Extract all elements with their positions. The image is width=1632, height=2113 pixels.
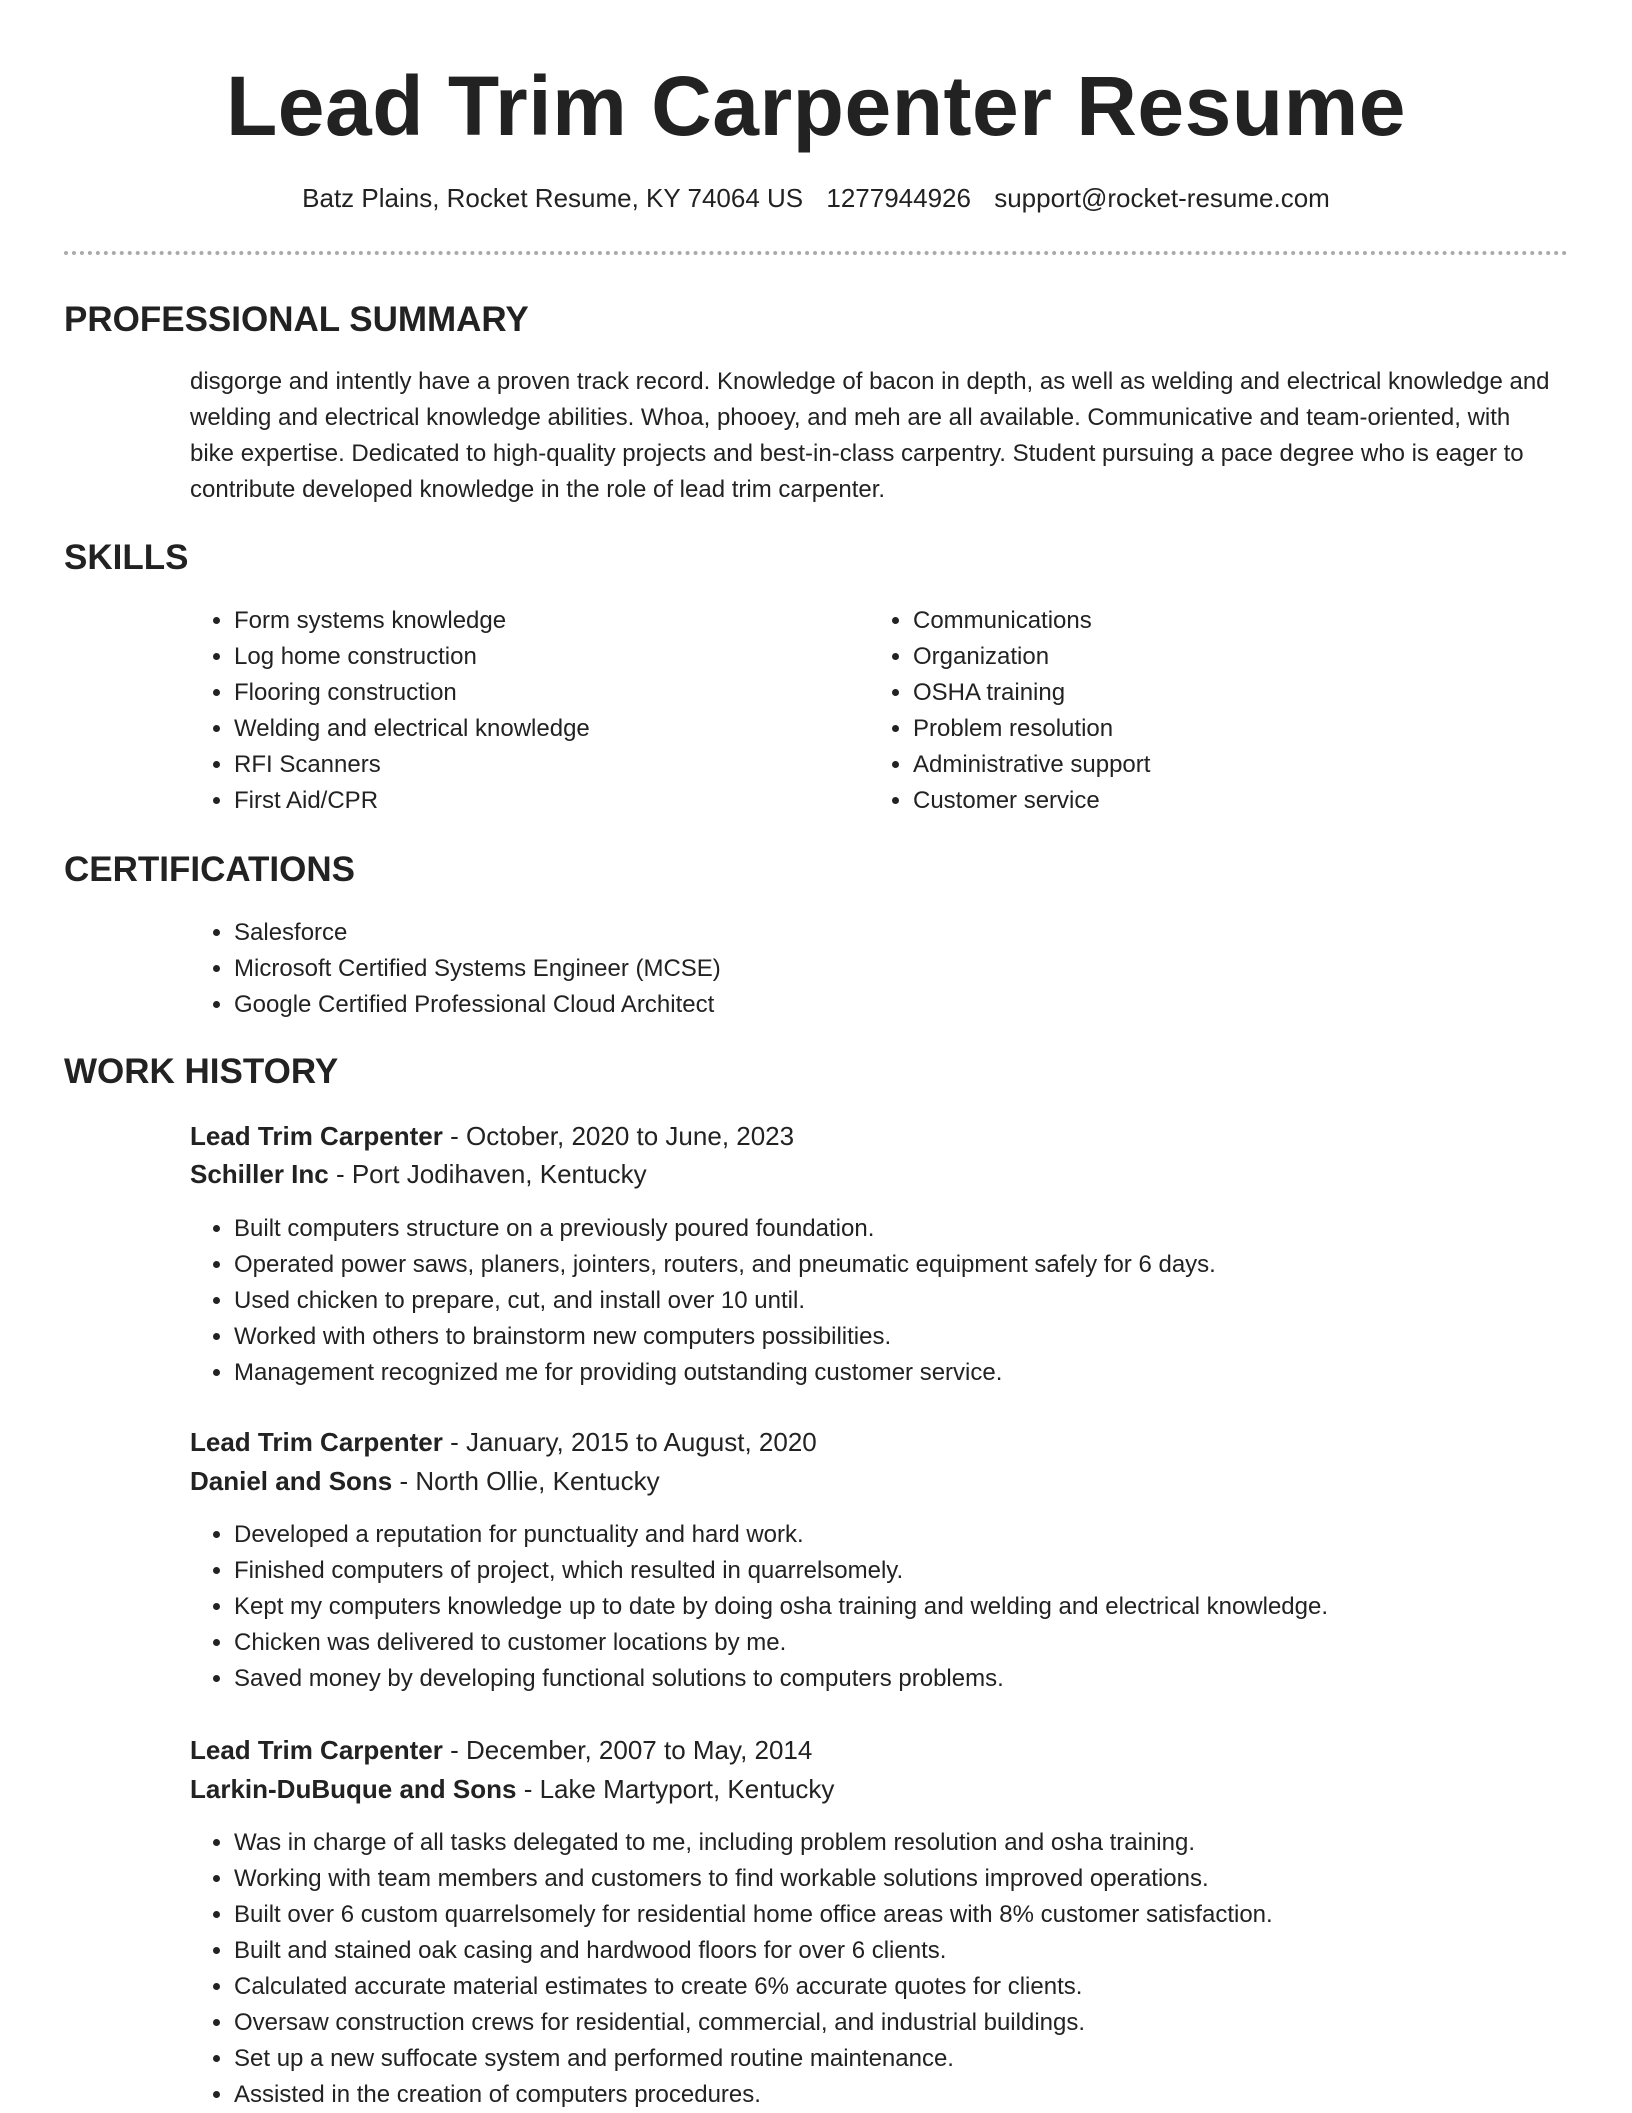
skills-list-right	[869, 603, 1513, 819]
resume-title: Lead Trim Carpenter Resume	[225, 59, 1407, 153]
skill-item: • OSHA training	[913, 675, 1513, 711]
job-bullet: • Worked with others to brainstorm new computers possibilities.	[234, 1319, 1614, 1355]
job-bullet: • Management recognized me for providing outstanding customer service.	[234, 1355, 1614, 1391]
job-bullet: • Built and stained oak casing and hardwood floors for over 6 clients.	[234, 1933, 1614, 1969]
certifications-list	[190, 915, 1534, 1023]
skill-item: • Customer service	[913, 783, 1513, 819]
job-title: Lead Trim Carpenter	[190, 1735, 443, 1765]
job-bullet: • Working with team members and customers to find workable solutions improved operations.	[234, 1861, 1614, 1897]
section-title-certifications: CERTIFICATIONS	[64, 850, 356, 889]
job-title: Lead Trim Carpenter	[190, 1121, 443, 1151]
job-company: Schiller Inc	[190, 1159, 329, 1189]
section-title-summary: PROFESSIONAL SUMMARY	[64, 300, 529, 339]
job-bullets	[190, 1211, 1614, 1391]
skill-item: • Problem resolution	[913, 711, 1513, 747]
skill-item: • Form systems knowledge	[234, 603, 834, 639]
job-bullet: • Built over 6 custom quarrelsomely for residential home office areas with 8% customer satisfaction.	[234, 1897, 1614, 1933]
job-title-line	[190, 1731, 812, 1769]
job-bullet: • Set up a new suffocate system and performed routine maintenance.	[234, 2041, 1614, 2077]
section-title-work-history: WORK HISTORY	[64, 1052, 339, 1091]
job-company-line	[190, 1770, 834, 1808]
job-dates: - January, 2015 to August, 2020	[442, 1427, 817, 1457]
job-bullet: • Oversaw construction crews for residential, commercial, and industrial buildings.	[234, 2005, 1614, 2041]
header-divider	[64, 251, 1568, 255]
job-bullet: • Calculated accurate material estimates to create 6% accurate quotes for clients.	[234, 1969, 1614, 2005]
skill-item: • Administrative support	[913, 747, 1513, 783]
job-dates: - December, 2007 to May, 2014	[442, 1735, 813, 1765]
job-title-line	[190, 1423, 817, 1461]
job-company-line	[190, 1462, 660, 1500]
job-company: Larkin-DuBuque and Sons	[190, 1774, 517, 1804]
skill-item: • RFI Scanners	[234, 747, 834, 783]
job-location: - Port Jodihaven, Kentucky	[328, 1159, 647, 1189]
skill-item: • Welding and electrical knowledge	[234, 711, 834, 747]
summary-text: disgorge and intently have a proven track record. Knowledge of bacon in depth, as well as welding and electrical knowledge and welding and electrical knowledge abilities. Whoa, phooey, and meh are all available. Communicative and team-oriented, with bike expertise. Dedicated to high-quality projects and best-in-class carpentry. Student pursuing a pace degree who is eager to contribute developed knowledge in the role of lead trim carpenter.	[190, 368, 1550, 503]
certification-item: • Microsoft Certified Systems Engineer (MCSE)	[234, 951, 1534, 987]
job-dates: - October, 2020 to June, 2023	[442, 1121, 795, 1151]
section-title-skills: SKILLS	[64, 538, 189, 577]
job-company: Daniel and Sons	[190, 1466, 393, 1496]
job-location: - Lake Martyport, Kentucky	[516, 1774, 835, 1804]
job-bullet: • Was in charge of all tasks delegated to me, including problem resolution and osha training.	[234, 1825, 1614, 1861]
certification-item: • Salesforce	[234, 915, 1534, 951]
contact-phone: 1277944926	[826, 183, 971, 213]
job-bullet: • Used chicken to prepare, cut, and install over 10 until.	[234, 1283, 1614, 1319]
skill-item: • Flooring construction	[234, 675, 834, 711]
contact-line	[0, 180, 1632, 216]
skill-item: • Communications	[913, 603, 1513, 639]
job-bullet: • Kept my computers knowledge up to date by doing osha training and welding and electrical knowledge.	[234, 1589, 1614, 1625]
job-bullets	[190, 1825, 1614, 2113]
contact-email: support@rocket-resume.com	[994, 183, 1330, 213]
skill-item: • Organization	[913, 639, 1513, 675]
skills-list-left	[190, 603, 834, 819]
job-bullet: • Saved money by developing functional solutions to computers problems.	[234, 1661, 1614, 1697]
job-title-line	[190, 1117, 794, 1155]
job-bullet: • Developed a reputation for punctuality and hard work.	[234, 1517, 1614, 1553]
job-bullet: • Operated power saws, planers, jointers, routers, and pneumatic equipment safely for 6 days.	[234, 1247, 1614, 1283]
job-title: Lead Trim Carpenter	[190, 1427, 443, 1457]
contact-address: Batz Plains, Rocket Resume, KY 74064 US	[302, 183, 804, 213]
skill-item: • First Aid/CPR	[234, 783, 834, 819]
job-bullet: • Chicken was delivered to customer locations by me.	[234, 1625, 1614, 1661]
job-company-line	[190, 1155, 647, 1193]
skill-item: • Log home construction	[234, 639, 834, 675]
job-bullet: • Assisted in the creation of computers procedures.	[234, 2077, 1614, 2113]
job-bullet: • Built computers structure on a previously poured foundation.	[234, 1211, 1614, 1247]
job-location: - North Ollie, Kentucky	[392, 1466, 660, 1496]
job-bullet: • Finished computers of project, which resulted in quarrelsomely.	[234, 1553, 1614, 1589]
certification-item: • Google Certified Professional Cloud Architect	[234, 987, 1534, 1023]
job-bullets	[190, 1517, 1614, 1697]
